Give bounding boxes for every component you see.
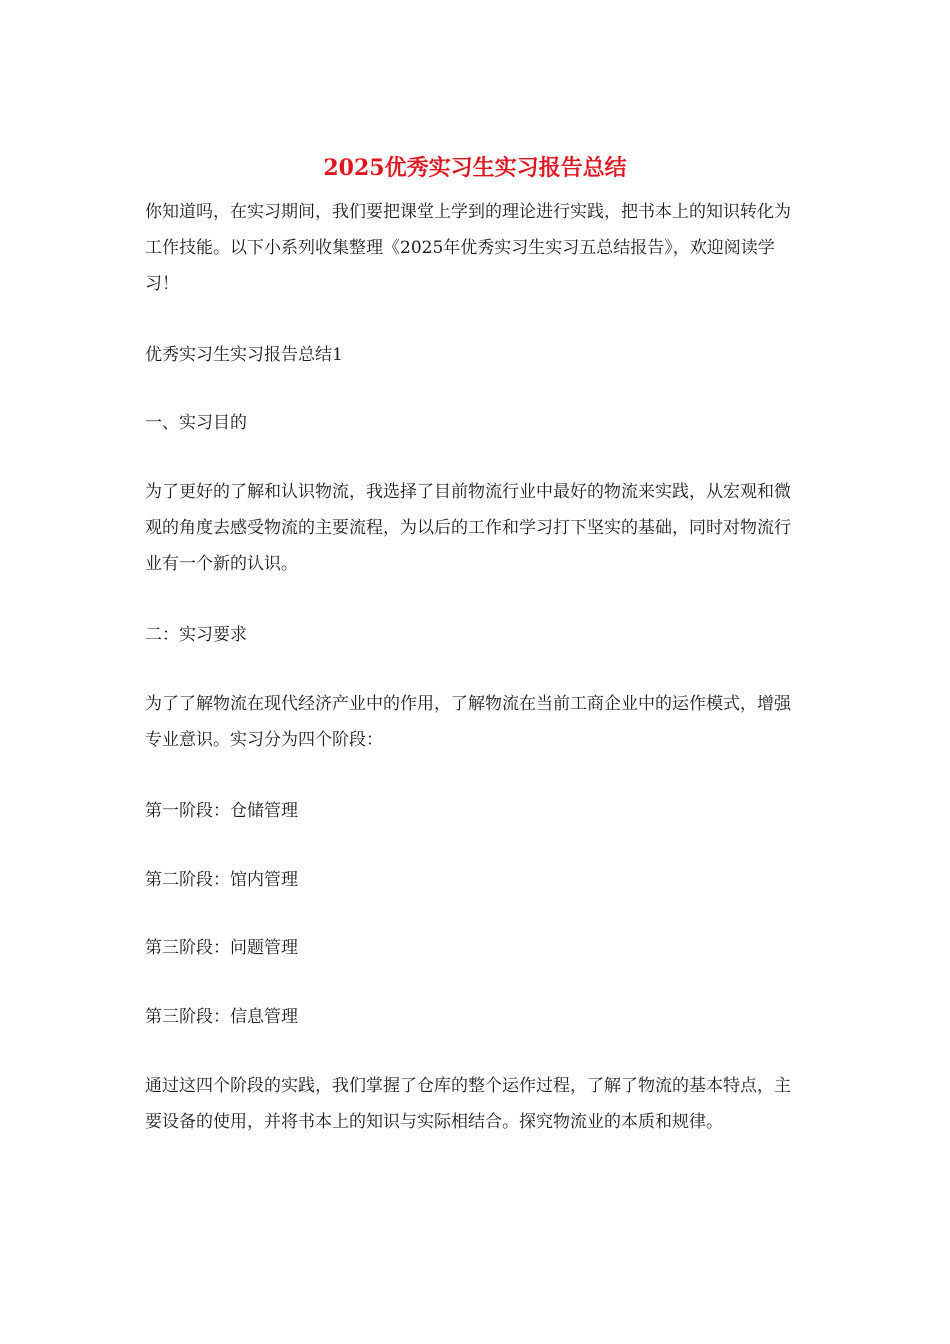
stage-item-2: 第二阶段：馆内管理 [145,870,298,890]
stage-item-3: 第三阶段：问题管理 [145,938,298,958]
stage-item-4: 第三阶段：信息管理 [145,1007,298,1027]
stage-item-1: 第一阶段：仓储管理 [145,801,298,821]
section-heading-summary-1: 优秀实习生实习报告总结1 [145,345,343,365]
section-heading-purpose: 一、实习目的 [145,413,247,433]
intro-paragraph: 你知道吗，在实习期间，我们要把课堂上学到的理论进行实践，把书本上的知识转化为工作技能。以下小系列收集整理《2025年优秀实习生实习五总结报告》，欢迎阅读学习！ [145,202,791,294]
purpose-paragraph: 为了更好的了解和认识物流，我选择了目前物流行业中最好的物流来实践，从宏观和微观的角度去感受物流的主要流程，为以后的工作和学习打下坚实的基础，同时对物流行业有一个新的认识。 [145,482,791,574]
document-title: 2025优秀实习生实习报告总结 [323,155,627,181]
requirements-paragraph: 为了了解物流在现代经济产业中的作用，了解物流在当前工商企业中的运作模式，增强专业意识。实习分为四个阶段： [145,694,791,750]
section-heading-requirements: 二：实习要求 [145,625,247,645]
conclusion-paragraph: 通过这四个阶段的实践，我们掌握了仓库的整个运作过程，了解了物流的基本特点，主要设备的使用，并将书本上的知识与实际相结合。探究物流业的本质和规律。 [145,1076,791,1132]
